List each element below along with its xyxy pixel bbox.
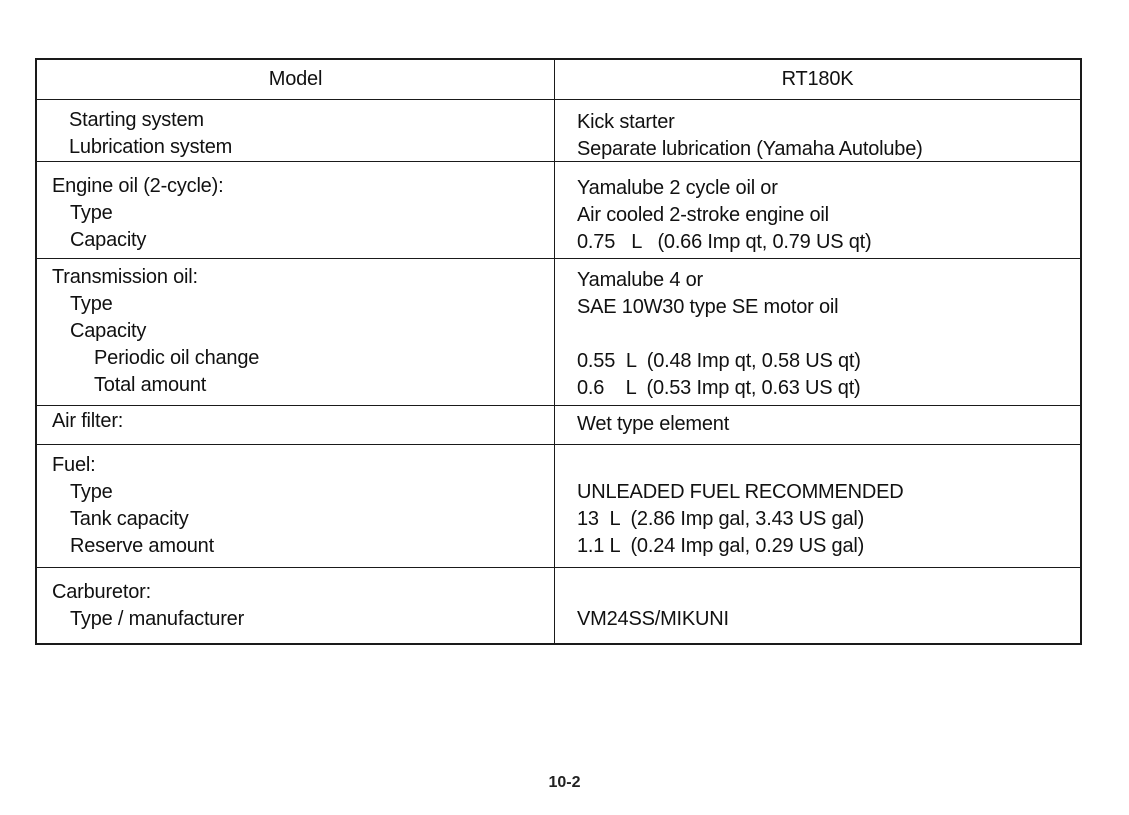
engine-oil-capacity-value: 0.75 L (0.66 Imp qt, 0.79 US qt) [577, 231, 872, 253]
total-amount-value: 0.6 L (0.53 Imp qt, 0.63 US qt) [577, 377, 861, 399]
tank-capacity-value: 13 L (2.86 Imp gal, 3.43 US gal) [577, 508, 865, 530]
table-row-fuel [37, 444, 1080, 567]
model-value-header: RT180K [781, 68, 854, 90]
starting-system-label: Starting system [69, 109, 204, 131]
starting-system-value: Kick starter [577, 111, 675, 133]
transmission-oil-title: Transmission oil: [52, 266, 198, 288]
model-header: Model [37, 60, 555, 99]
engine-oil-capacity-label: Capacity [70, 229, 147, 251]
total-amount-label: Total amount [94, 374, 207, 396]
engine-oil-type-value-2: Air cooled 2-stroke engine oil [577, 204, 829, 226]
engine-oil-type-label: Type [70, 202, 113, 224]
table-row-engine-oil [37, 161, 1080, 258]
transmission-oil-type-value-2: SAE 10W30 type SE motor oil [577, 296, 839, 318]
table-row-starting-lubrication [37, 99, 1080, 161]
tank-capacity-label: Tank capacity [70, 508, 189, 530]
specifications-table [35, 58, 1082, 645]
lubrication-system-value: Separate lubrication (Yamaha Autolube) [577, 138, 923, 160]
fuel-type-label: Type [70, 481, 113, 503]
lubrication-system-label: Lubrication system [69, 136, 233, 158]
fuel-title: Fuel: [52, 454, 96, 476]
carburetor-title: Carburetor: [52, 581, 151, 603]
periodic-oil-change-label: Periodic oil change [94, 347, 260, 369]
carburetor-type-manufacturer-value: VM24SS/MIKUNI [577, 608, 729, 630]
table-row-air-filter [37, 405, 1080, 444]
table-row-carburetor [37, 567, 1080, 643]
air-filter-value: Wet type element [577, 413, 730, 435]
air-filter-label: Air filter: [52, 410, 124, 432]
table-row-transmission-oil [37, 258, 1080, 405]
fuel-type-value: UNLEADED FUEL RECOMMENDED [577, 481, 904, 503]
reserve-amount-label: Reserve amount [70, 535, 214, 557]
table-header-row [37, 60, 1080, 99]
engine-oil-type-value-1: Yamalube 2 cycle oil or [577, 177, 778, 199]
transmission-oil-type-value-1: Yamalube 4 or [577, 269, 703, 291]
transmission-oil-capacity-label: Capacity [70, 320, 147, 342]
page-number: 10-2 [548, 774, 581, 791]
periodic-oil-change-value: 0.55 L (0.48 Imp qt, 0.58 US qt) [577, 350, 861, 372]
carburetor-type-manufacturer-label: Type / manufacturer [70, 608, 245, 630]
transmission-oil-type-label: Type [70, 293, 113, 315]
reserve-amount-value: 1.1 L (0.24 Imp gal, 0.29 US gal) [577, 535, 865, 557]
engine-oil-title: Engine oil (2-cycle): [52, 175, 224, 197]
